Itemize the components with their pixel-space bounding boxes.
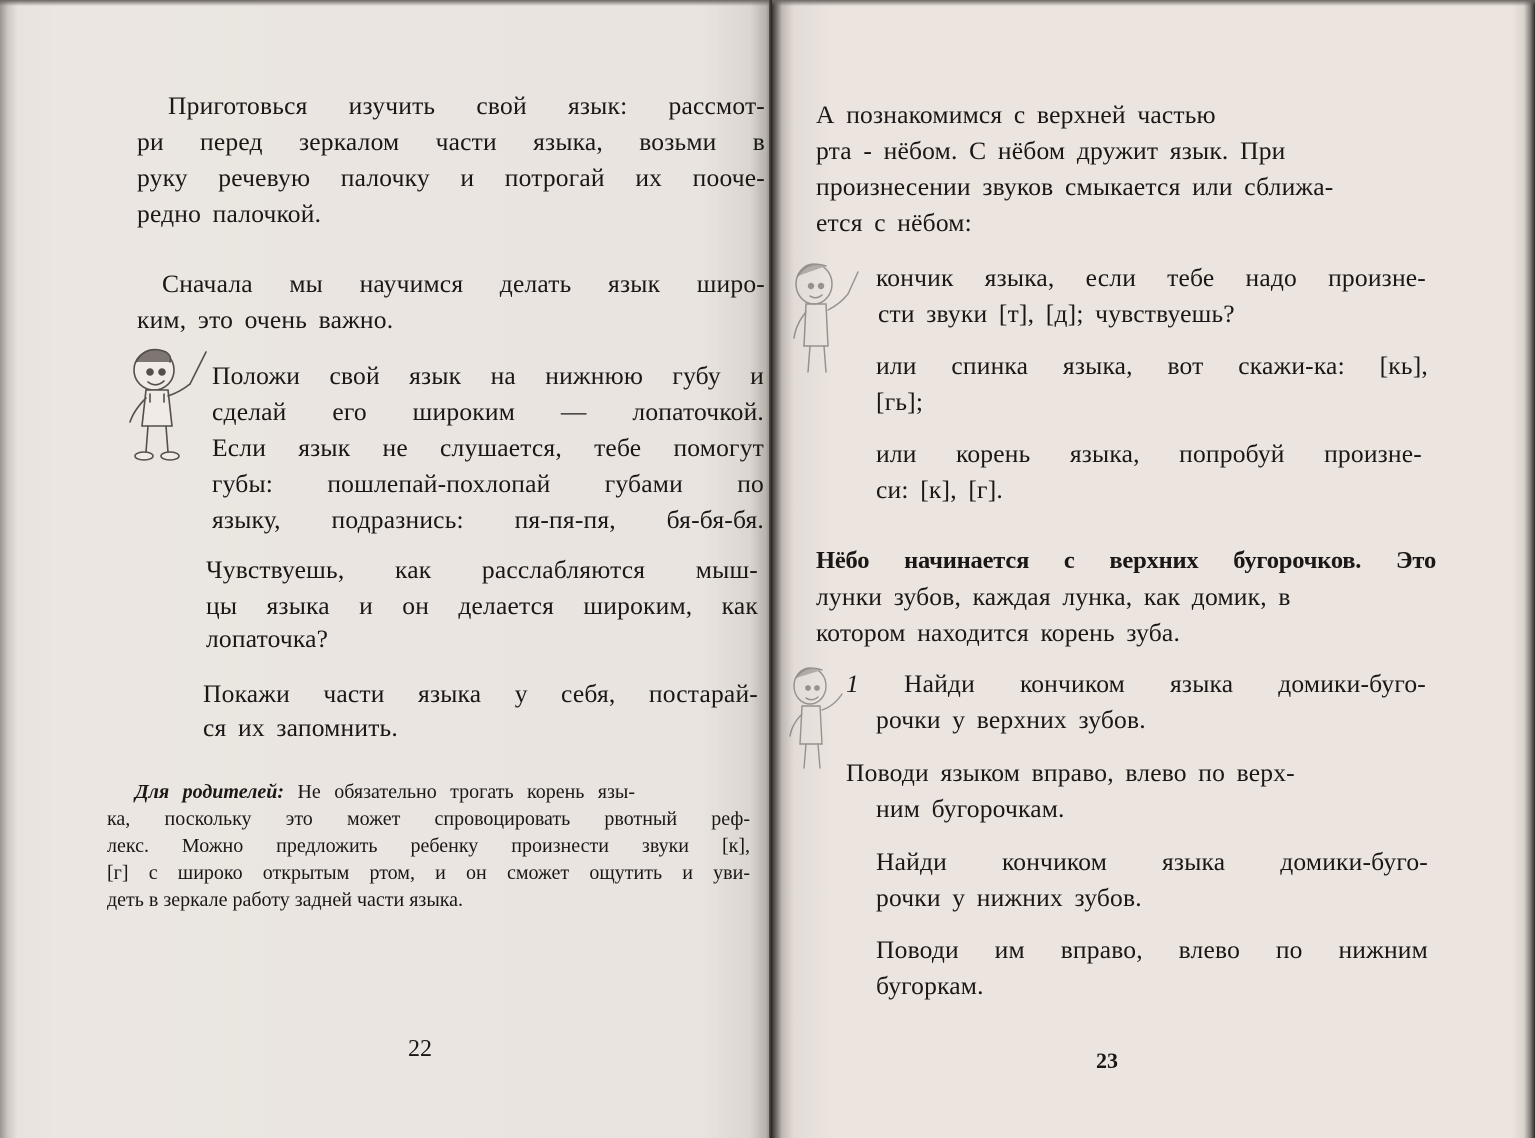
- note-line: деть в зеркале работу задней части языка.: [107, 889, 464, 911]
- show-parts-paragraph: [203, 676, 758, 744]
- text-line: бугоркам.: [876, 971, 984, 1000]
- tongue-tip-paragraph: [876, 260, 1426, 332]
- wide-tongue-paragraph: [137, 266, 765, 338]
- palate-intro-paragraph: [816, 97, 1416, 241]
- note-line: лекс. Можно предложить ребенку произнести звуки [к],: [107, 835, 750, 857]
- parent-note-lead: Для родителей:: [135, 781, 285, 803]
- text-line: Найди кончиком языка домики-буго-: [876, 847, 1428, 876]
- text-line: или спинка языка, вот скажи-ка: [кь],: [876, 351, 1428, 380]
- text-line: или корень языка, попробуй произне-: [876, 439, 1422, 468]
- text-line: кончик языка, если тебе надо произне-: [876, 263, 1426, 292]
- exercise-1-paragraph: [846, 666, 1426, 738]
- text-line: рочки у нижних зубов.: [876, 883, 1142, 912]
- page-top-shadow: [0, 0, 772, 6]
- exercise-text: Найди кончиком языка домики-буго-: [903, 669, 1427, 698]
- text-line: рочки у верхних зубов.: [876, 705, 1146, 734]
- text-line: Чувствуешь, как расслабляются мыш-: [206, 555, 758, 584]
- bold-lead-line: Нёбо начинается с верхних бугорочков. Это: [816, 547, 1436, 574]
- parent-note: [107, 779, 750, 914]
- text-line: лунки зубов, каждая лунка, как домик, в: [816, 582, 1291, 611]
- text-line: языку, подразнись: пя-пя-пя, бя-бя-бя.: [212, 505, 764, 534]
- note-text: Не обязательно трогать корень язы-: [297, 781, 636, 803]
- find-lower-paragraph: [876, 844, 1428, 916]
- text-line: [гь];: [876, 387, 924, 416]
- text-line: котором находится корень зуба.: [816, 618, 1181, 647]
- feel-relax-paragraph: [206, 552, 758, 654]
- text-line: Сначала мы научимся делать язык широ-: [162, 269, 765, 298]
- text-line: цы языка и он делается широким, как: [206, 591, 758, 620]
- note-line: ка, поскольку это может спровоцировать рвотный реф-: [107, 808, 750, 830]
- text-line: лопаточка?: [206, 624, 329, 653]
- move-upper-paragraph: [846, 755, 1426, 827]
- palate-bumps-paragraph: [816, 543, 1436, 651]
- text-line: сти звуки [т], [д]; чувствуешь?: [878, 299, 1235, 328]
- text-line: ним бугорочкам.: [876, 794, 1065, 823]
- text-line: Приготовься изучить свой язык: рассмот-: [168, 91, 765, 120]
- text-line: руку речевую палочку и потрогай их пооче-: [137, 163, 765, 192]
- tongue-root-paragraph: [876, 436, 1422, 508]
- text-line: сделай его широким — лопаточкой.: [212, 397, 764, 426]
- text-line: рта - нёбом. С нёбом дружит язык. При: [816, 136, 1286, 165]
- move-lower-paragraph: [876, 932, 1428, 1004]
- page-number-right: 23: [1096, 1048, 1118, 1073]
- exercise-number: 1: [846, 669, 859, 698]
- text-line: Покажи части языка у себя, постарай-: [203, 679, 758, 708]
- text-line: ется с нёбом:: [816, 208, 972, 237]
- text-line: ся их запомнить.: [203, 713, 398, 742]
- text-line: Поводи им вправо, влево по нижним: [876, 935, 1428, 964]
- text-line: [846, 666, 1426, 702]
- text-line: ким, это очень важно.: [137, 305, 394, 334]
- text-line: редно палочкой.: [137, 199, 322, 228]
- boy-with-pointer-icon: [784, 660, 854, 780]
- intro-paragraph: [137, 88, 765, 232]
- page-number-left: 22: [408, 1036, 432, 1062]
- text-line: Если язык не слушается, тебе помогут: [212, 433, 764, 462]
- tongue-back-paragraph: [876, 348, 1428, 420]
- boy-with-pointer-icon: [120, 338, 212, 468]
- text-line: А познакомимся с верхней частью: [816, 100, 1216, 129]
- tongue-on-lip-paragraph: [212, 358, 764, 538]
- right-page: [772, 0, 1535, 1138]
- text-line: Поводи языком вправо, влево по верх-: [846, 758, 1295, 787]
- note-line: [г] с широко открытым ртом, и он сможет ощутить и уви-: [107, 862, 750, 884]
- text-line: губы: пошлепай-похлопай губами по: [212, 469, 764, 498]
- note-line: [107, 779, 635, 806]
- text-line: Положи свой язык на нижнюю губу и: [212, 361, 764, 390]
- text-line: ри перед зеркалом части языка, возьми в: [137, 127, 765, 156]
- text-line: си: [к], [г].: [876, 475, 1003, 504]
- text-line: произнесении звуков смыкается или сближа-: [816, 172, 1334, 201]
- page-top-shadow: [772, 0, 1535, 6]
- boy-with-pointer-icon: [784, 254, 864, 384]
